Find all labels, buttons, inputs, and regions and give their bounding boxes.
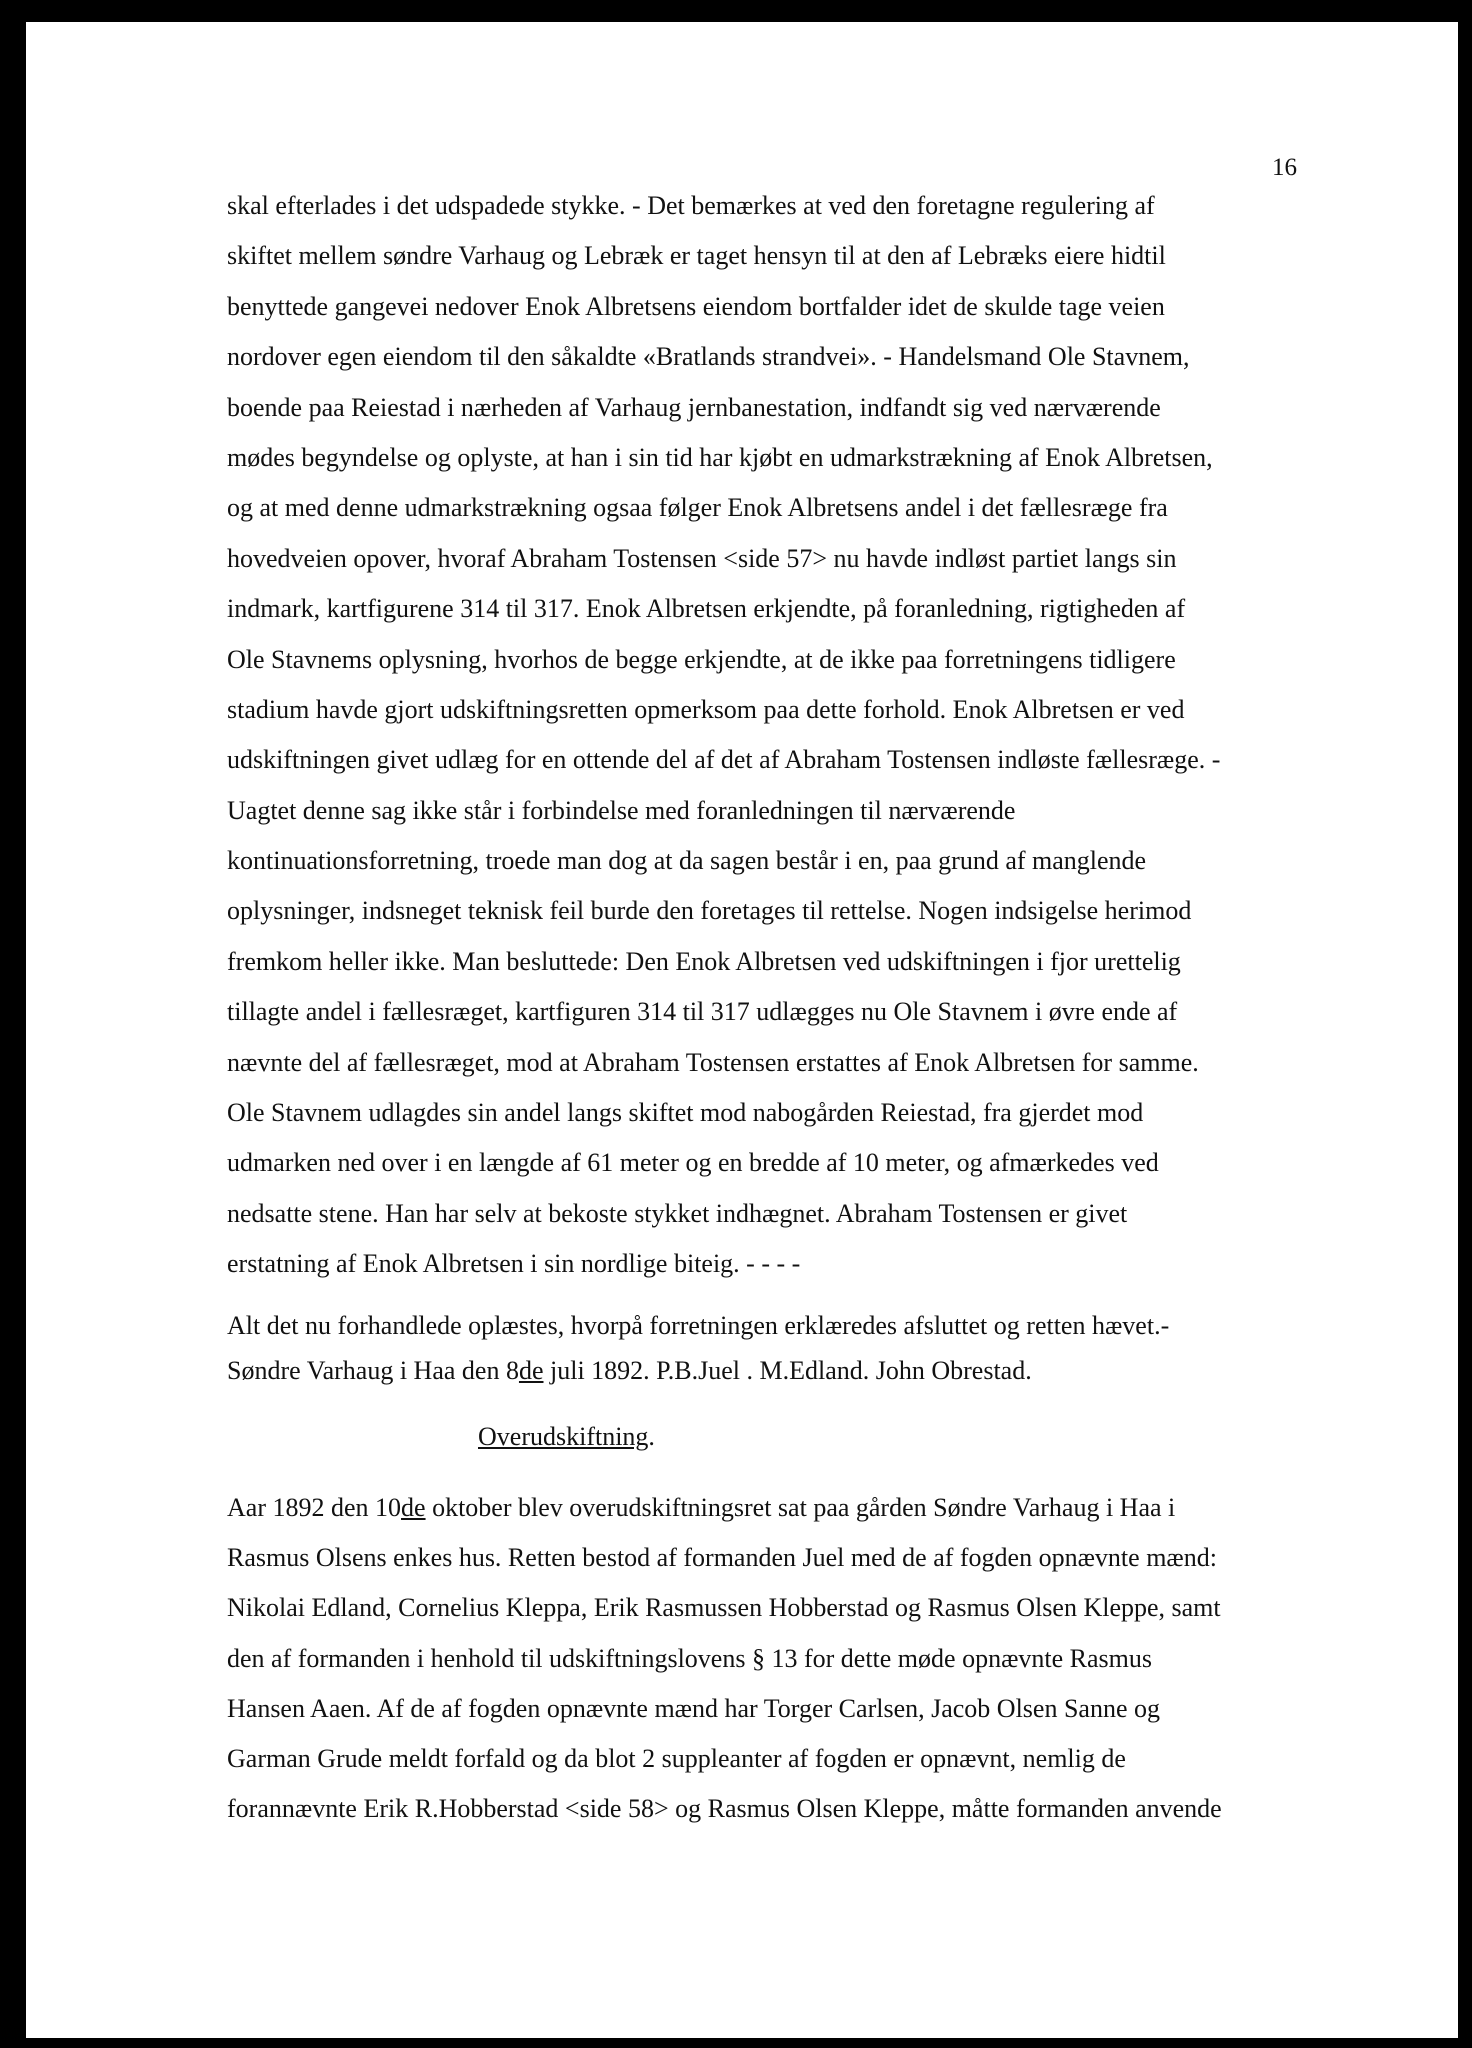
ordinal-suffix: de (401, 1493, 426, 1522)
text-line: Uagtet denne sag ikke står i forbindelse med foranledningen til nærværende (227, 795, 1016, 825)
text-line: skiftet mellem søndre Varhaug og Lebræk er taget hensyn til at den af Lebræks eiere hidtil (227, 241, 1166, 271)
text-line: Hansen Aaen. Af de af fogden opnævnte mænd har Torger Carlsen, Jacob Olsen Sanne og (227, 1693, 1161, 1723)
text-line: Alt det nu forhandlede oplæstes, hvorpå forretningen erklæredes afsluttet og retten hævet.- (227, 1311, 1170, 1340)
text-line: nordover egen eiendom til den såkaldte «Bratlands strandvei». - Handelsmand Ole Stavnem, (227, 342, 1190, 372)
text-line: Ole Stavnem udlagdes sin andel langs skiftet mod nabogården Reiestad, fra gjerdet mod (227, 1098, 1144, 1128)
text-line: forannævnte Erik R.Hobberstad <side 58> og Rasmus Olsen Kleppe, måtte formanden anvende (227, 1794, 1222, 1824)
text-line: benyttede gangevei nedover Enok Albretsens eiendom bortfalder idet de skulde tage veien (227, 291, 1165, 321)
text-line: erstatning af Enok Albretsen i sin nordlige biteig. - - - - (227, 1249, 801, 1279)
text-line: nedsatte stene. Han har selv at bekoste stykket indhægnet. Abraham Tostensen er givet (227, 1198, 1128, 1228)
text-line: indmark, kartfigurene 314 til 317. Enok Albretsen erkjendte, på foranledning, rigtigheden af (227, 594, 1186, 624)
text-line: boende paa Reiestad i nærheden af Varhaug jernbanestation, indfandt sig ved nærværende (227, 392, 1161, 422)
page-number: 16 (1272, 154, 1297, 181)
text-line: nævnte del af fællesræget, mod at Abraham Tostensen erstattes af Enok Albretsen for samme. (227, 1047, 1199, 1077)
paragraph-3 (227, 1483, 1307, 1834)
text-line: Rasmus Olsens enkes hus. Retten bestod af formanden Juel med de af fogden opnævnte mænd: (227, 1543, 1217, 1573)
text-line: hovedveien opover, hvoraf Abraham Tostensen <side 57> nu havde indløst partiet langs sin (227, 543, 1177, 573)
text-line: oplysninger, indsneget teknisk feil burde den foretages til rettelse. Nogen indsigelse herimod (227, 896, 1192, 926)
text-line: Ole Stavnems oplysning, hvorhos de begge erkjendte, at de ikke paa forretningens tidligere (227, 644, 1176, 674)
text-line: mødes begyndelse og oplyste, at han i sin tid har kjøbt en udmarkstrækning af Enok Albretsen, (227, 442, 1213, 472)
paragraph-2 (227, 1303, 1307, 1393)
text-line: Nikolai Edland, Cornelius Kleppa, Erik Rasmussen Hobberstad og Rasmus Olsen Kleppe, samt (227, 1593, 1221, 1623)
text-line: udmarken ned over i en længde af 61 meter og en bredde af 10 meter, og afmærkedes ved (227, 1148, 1159, 1178)
text-line: stadium havde gjort udskiftningsretten opmerksom paa dette forhold. Enok Albretsen er ved (227, 694, 1185, 724)
section-heading: Overudskiftning. (478, 1422, 655, 1451)
text-line: udskiftningen givet udlæg for en ottende del af det af Abraham Tostensen indløste fællesræge. - (227, 745, 1221, 775)
text-line: Garman Grude meldt forfald og da blot 2 suppleanter af fogden er opnævnt, nemlig de (227, 1743, 1126, 1773)
paragraph-1 (227, 181, 1307, 1290)
text-line: den af formanden i henhold til udskiftningslovens § 13 for dette møde opnævnte Rasmus (227, 1643, 1153, 1673)
text-line: skal efterlades i det udspadede stykke. - Det bemærkes at ved den foretagne regulering af (227, 191, 1155, 220)
ordinal-suffix: de (518, 1356, 544, 1385)
text-line: tillagte andel i fællesræget, kartfiguren 314 til 317 udlægges nu Ole Stavnem i øvre ende af (227, 997, 1178, 1027)
text-line: Søndre Varhaug i Haa den 8de juli 1892. P.B.Juel . M.Edland. John Obrestad. (227, 1356, 1032, 1385)
text-line: fremkom heller ikke. Man besluttede: Den Enok Albretsen ved udskiftningen i fjor urettelig (227, 946, 1181, 976)
text-line: Aar 1892 den 10de oktober blev overudskiftningsret sat paa gården Søndre Varhaug i Haa i (227, 1493, 1176, 1522)
text-line: kontinuationsforretning, troede man dog at da sagen består i en, paa grund af manglende (227, 846, 1147, 876)
text-line: og at med denne udmarkstrækning ogsaa følger Enok Albretsens andel i det fællesræge fra (227, 493, 1168, 523)
